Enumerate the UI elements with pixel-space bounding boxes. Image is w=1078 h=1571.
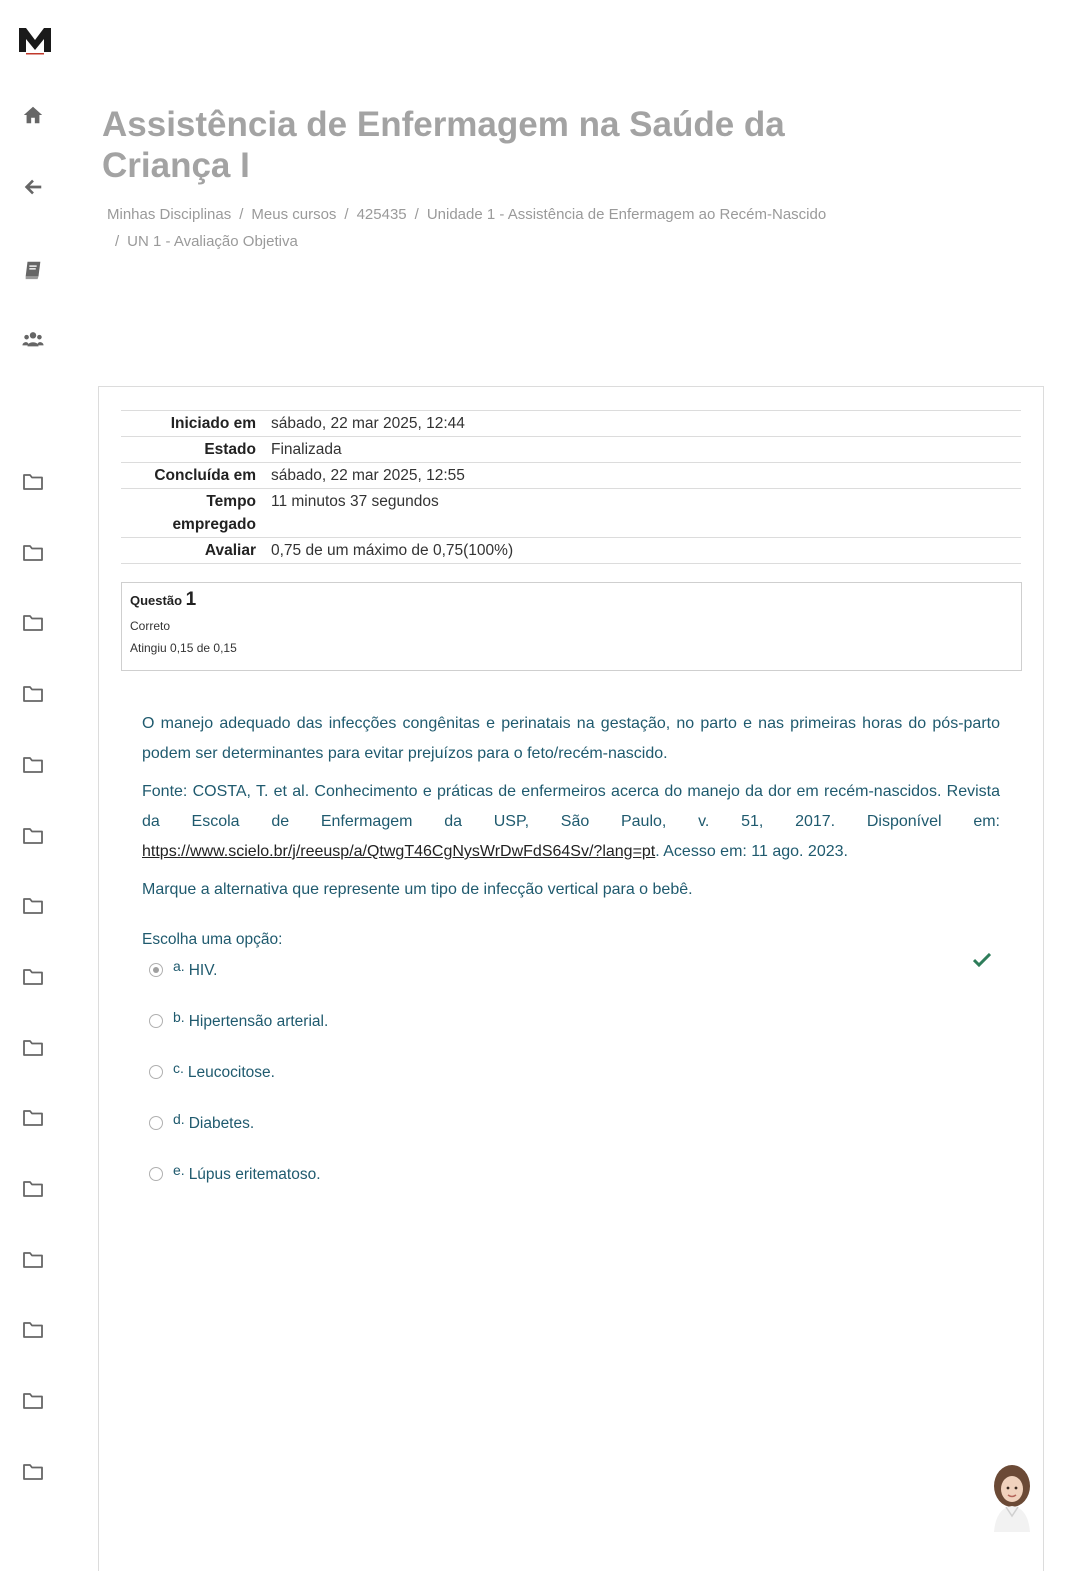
question-text: [142, 709, 1000, 913]
folder-icon[interactable]: [21, 824, 45, 848]
breadcrumb: [107, 201, 967, 255]
breadcrumb-separator: /: [239, 206, 244, 223]
radio-button[interactable]: [149, 1167, 163, 1181]
summary-label: Iniciado em: [170, 415, 256, 432]
answer-option-e[interactable]: [149, 1161, 999, 1212]
option-text: Diabetes.: [188, 1115, 255, 1132]
summary-label: Avaliar: [204, 542, 256, 559]
folder-icon[interactable]: [21, 1106, 45, 1130]
folder-icon[interactable]: [21, 470, 45, 494]
answer-option-c[interactable]: [149, 1059, 999, 1110]
back-arrow-icon[interactable]: [21, 175, 45, 199]
folder-icon[interactable]: [21, 611, 45, 635]
summary-value: 0,75 de um máximo de 0,75(100%): [271, 542, 514, 559]
summary-value: 11 minutos 37 segundos: [271, 493, 439, 510]
attempt-summary-table: [121, 410, 1021, 564]
summary-value: sábado, 22 mar 2025, 12:44: [271, 415, 465, 432]
source-access: . Acesso em: 11 ago. 2023.: [655, 843, 848, 860]
folder-icon[interactable]: [21, 1318, 45, 1342]
radio-button[interactable]: [149, 963, 163, 977]
summary-row-grade: [121, 538, 1021, 564]
breadcrumb-minhas-disciplinas[interactable]: Minhas Disciplinas: [107, 206, 232, 223]
home-icon[interactable]: [21, 103, 45, 127]
answer-option-d[interactable]: [149, 1110, 999, 1161]
summary-row-completed: [121, 463, 1021, 489]
question-status: Correto: [130, 619, 171, 633]
summary-label: Concluída em: [154, 467, 256, 484]
radio-button[interactable]: [149, 1116, 163, 1130]
folder-icon[interactable]: [21, 1036, 45, 1060]
summary-value: sábado, 22 mar 2025, 12:55: [271, 467, 465, 484]
answer-option-a[interactable]: [149, 957, 999, 1008]
choose-option-label: Escolha uma opção:: [142, 931, 283, 948]
question-number: [130, 589, 1013, 611]
book-icon[interactable]: [21, 258, 45, 282]
option-text: HIV.: [188, 962, 218, 979]
users-icon[interactable]: [21, 327, 45, 351]
source-text: Fonte: COSTA, T. et al. Conhecimento e práticas de enfermeiros acerca do manejo da dor em recém-nascidos. Revista da Escola de Enfermagem da USP, São Paulo, v. 51, 2017. Disponível em:: [142, 783, 1000, 830]
summary-label: Estado: [204, 441, 256, 458]
page-title: Assistência de Enfermagem na Saúde da Criança I: [102, 105, 785, 185]
radio-button[interactable]: [149, 1065, 163, 1079]
question-prompt: Marque a alternativa que represente um tipo de infecção vertical para o bebê.: [142, 881, 693, 898]
option-text: Hipertensão arterial.: [188, 1013, 329, 1030]
answer-options: [149, 957, 999, 1212]
summary-row-state: [121, 437, 1021, 463]
option-letter: d.: [173, 1111, 185, 1127]
breadcrumb-separator: /: [414, 206, 419, 223]
breadcrumb-separator: /: [115, 233, 120, 250]
folder-icon[interactable]: [21, 1460, 45, 1484]
option-text: Leucocitose.: [187, 1064, 275, 1081]
option-letter: e.: [173, 1162, 185, 1178]
breadcrumb-meus-cursos[interactable]: Meus cursos: [251, 206, 337, 223]
question-number-value: 1: [185, 589, 197, 610]
breadcrumb-unit[interactable]: Unidade 1 - Assistência de Enfermagem ao Recém-Nascido: [426, 206, 827, 223]
question-source: [142, 777, 1000, 867]
folder-icon[interactable]: [21, 753, 45, 777]
sidebar: [0, 0, 68, 1571]
source-link[interactable]: https://www.scielo.br/j/reeusp/a/QtwgT46CgNysWrDwFdS64Sv/?lang=pt: [142, 843, 656, 860]
question-info-box: [121, 582, 1022, 671]
check-icon: [973, 953, 991, 972]
assistant-avatar[interactable]: [986, 1462, 1038, 1532]
summary-label: Tempo empregado: [172, 493, 256, 533]
breadcrumb-separator: /: [344, 206, 349, 223]
option-text: Lúpus eritematoso.: [188, 1166, 321, 1183]
question-paragraph: O manejo adequado das infecções congênitas e perinatais na gestação, no parto e nas primeiras horas do pós-parto podem ser determinantes para evitar prejuízos para o feto/recém-nascido.: [142, 715, 1000, 762]
breadcrumb-course-id[interactable]: 425435: [356, 206, 407, 223]
folder-icon[interactable]: [21, 965, 45, 989]
summary-value: Finalizada: [271, 441, 342, 458]
radio-button[interactable]: [149, 1014, 163, 1028]
option-letter: a.: [173, 958, 185, 974]
summary-row-started: [121, 411, 1021, 437]
folder-icon[interactable]: [21, 541, 45, 565]
folder-icon[interactable]: [21, 1177, 45, 1201]
folder-icon[interactable]: [21, 894, 45, 918]
question-score: Atingiu 0,15 de 0,15: [130, 641, 237, 655]
folder-icon[interactable]: [21, 1389, 45, 1413]
option-letter: c.: [173, 1060, 184, 1076]
summary-row-time-taken: [121, 489, 1021, 538]
quiz-review-card: [98, 386, 1044, 1571]
breadcrumb-assessment[interactable]: UN 1 - Avaliação Objetiva: [127, 233, 298, 250]
brand-logo[interactable]: [18, 24, 52, 56]
folder-icon[interactable]: [21, 682, 45, 706]
question-label: Questão: [130, 593, 183, 608]
folder-icon[interactable]: [21, 1248, 45, 1272]
answer-option-b[interactable]: [149, 1008, 999, 1059]
option-letter: b.: [173, 1009, 185, 1025]
